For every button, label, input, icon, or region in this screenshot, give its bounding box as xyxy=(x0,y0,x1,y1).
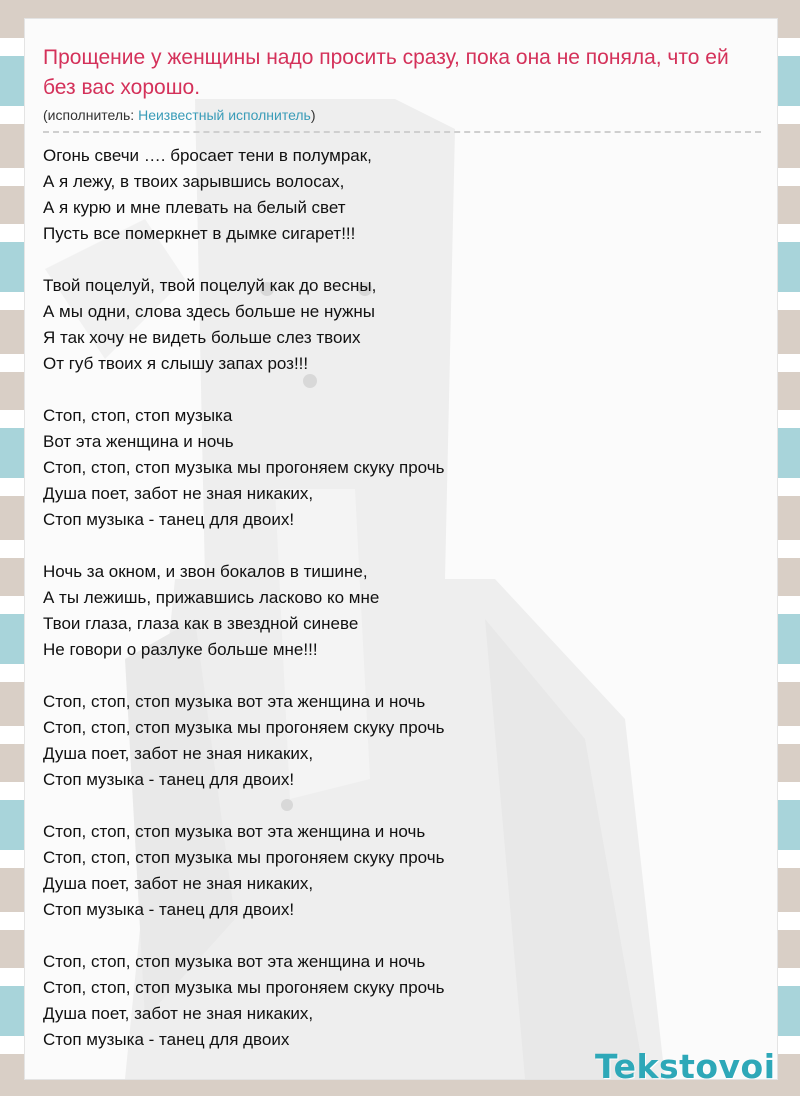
dashed-divider xyxy=(43,131,761,133)
lyric-line: Вот эта женщина и ночь xyxy=(43,432,234,451)
lyric-line: Стоп, стоп, стоп музыка xyxy=(43,406,233,425)
lyric-line: Огонь свечи …. бросает тени в полумрак, xyxy=(43,146,372,165)
lyric-line: Ночь за окном, и звон бокалов в тишине, xyxy=(43,562,368,581)
lyric-line: Стоп музыка - танец для двоих! xyxy=(43,900,295,919)
song-title: Прощение у женщины надо просить сразу, пока она не поняла, что ей без вас хорошо. xyxy=(43,46,729,99)
lyric-line: Стоп, стоп, стоп музыка мы прогоняем скуку прочь xyxy=(43,978,445,997)
lyric-line: Душа поет, забот не зная никаких, xyxy=(43,1004,314,1023)
lyric-line: Стоп музыка - танец для двоих xyxy=(43,1030,290,1049)
verse xyxy=(43,819,763,923)
lyric-line: А ты лежишь, прижавшись ласково ко мне xyxy=(43,588,380,607)
lyric-line: Стоп, стоп, стоп музыка мы прогоняем скуку прочь xyxy=(43,718,445,737)
artist-suffix: ) xyxy=(310,107,316,123)
artist-prefix: (исполнитель: xyxy=(43,107,139,123)
lyric-line: Стоп, стоп, стоп музыка вот эта женщина и ночь xyxy=(43,952,426,971)
lyrics-content xyxy=(43,43,763,1079)
verse xyxy=(43,949,763,1053)
site-logo[interactable] xyxy=(595,1049,778,1080)
logo-name: Tekstovoi xyxy=(595,1047,776,1080)
lyrics-body xyxy=(43,143,763,1053)
verse xyxy=(43,559,763,663)
lyric-line: Стоп, стоп, стоп музыка вот эта женщина и ночь xyxy=(43,822,426,841)
lyrics-sheet xyxy=(24,18,778,1080)
lyric-line: Не говори о разлуке больше мне!!! xyxy=(43,640,318,659)
lyric-line: Я так хочу не видеть больше слез твоих xyxy=(43,328,361,347)
lyric-line: Душа поет, забот не зная никаких, xyxy=(43,484,314,503)
lyric-line: Стоп музыка - танец для двоих! xyxy=(43,770,295,789)
lyric-line: Твои глаза, глаза как в звездной синеве xyxy=(43,614,359,633)
lyric-line: Пусть все померкнет в дымке сигарет!!! xyxy=(43,224,356,243)
artist-link[interactable]: Неизвестный исполнитель xyxy=(138,107,311,123)
verse xyxy=(43,403,763,533)
lyric-line: Душа поет, забот не зная никаких, xyxy=(43,874,314,893)
lyric-line: Стоп музыка - танец для двоих! xyxy=(43,510,295,529)
lyric-line: Стоп, стоп, стоп музыка мы прогоняем скуку прочь xyxy=(43,458,445,477)
verse xyxy=(43,273,763,377)
verse xyxy=(43,143,763,247)
lyric-line: Душа поет, забот не зная никаких, xyxy=(43,744,314,763)
lyric-line: Стоп, стоп, стоп музыка мы прогоняем скуку прочь xyxy=(43,848,445,867)
lyric-line: А я курю и мне плевать на белый свет xyxy=(43,198,346,217)
lyric-line: Стоп, стоп, стоп музыка вот эта женщина и ночь xyxy=(43,692,426,711)
artist-line xyxy=(43,105,763,125)
lyric-line: От губ твоих я слышу запах роз!!! xyxy=(43,354,309,373)
lyric-line: А мы одни, слова здесь больше не нужны xyxy=(43,302,376,321)
verse xyxy=(43,689,763,793)
lyric-line: Твой поцелуй, твой поцелуй как до весны, xyxy=(43,276,377,295)
lyric-line: А я лежу, в твоих зарывшись волосах, xyxy=(43,172,345,191)
logo-tld xyxy=(776,1064,778,1080)
